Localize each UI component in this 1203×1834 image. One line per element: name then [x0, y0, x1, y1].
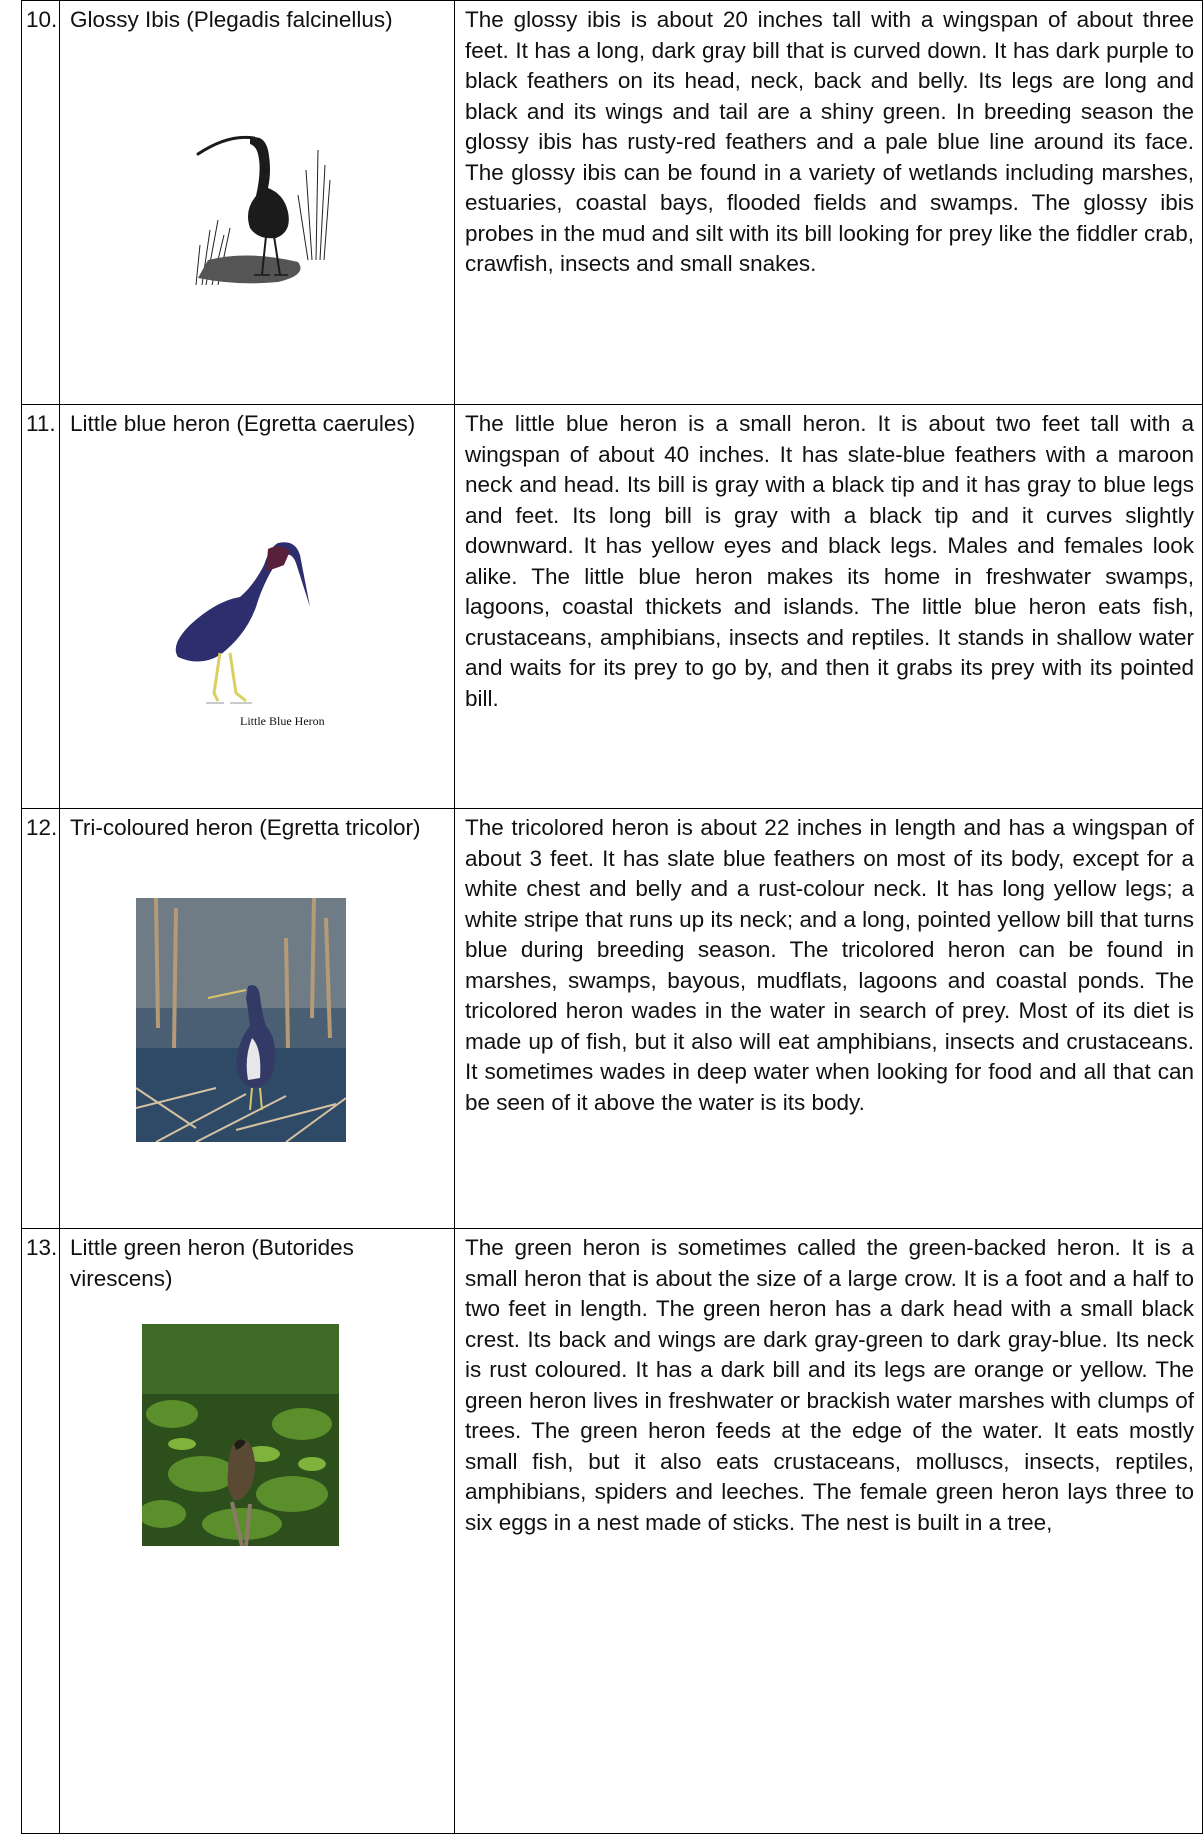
species-description: The glossy ibis is about 20 inches tall with a wingspan of about three feet. It has a long, dark gray bill that is curved down. It has dark purple to black feathers on its head, neck, back and belly. Its legs are long and black and its wings and tail are a shiny green. In breeding season the glossy ibis has rusty-red feathers and a pale blue line around its face. The glossy ibis can be found in a variety of wetlands including marshes, estuaries, coastal bays, flooded fields and swamps. The glossy ibis probes in the mud and silt with its bill looking for prey like the fiddler crab, crawfish, insects and small snakes.	[455, 1, 1203, 405]
species-description: The little blue heron is a small heron. It is about two feet tall with a wingspan of about 40 inches. It has slate-blue feathers with a maroon neck and head. Its bill is gray with a black tip and it has gray to blue legs and feet. Its long bill is gray with a black tip and it curves slightly downward. It has yellow eyes and black legs. Males and females look alike. The little blue heron makes its home in freshwater swamps, lagoons, coastal thickets and islands. The little blue heron eats fish, crustaceans, amphibians, insects and reptiles. It stands in shallow water and waits for its prey to go by, and then it grabs its prey with its pointed bill.	[455, 405, 1203, 809]
species-name: Glossy Ibis (Plegadis falcinellus)	[60, 1, 455, 405]
species-name: Little blue heron (Egretta caerules)	[60, 405, 455, 809]
row-number: 11.	[22, 405, 60, 809]
tricolored-heron-photo	[136, 898, 346, 1142]
row-number: 10.	[22, 1, 60, 405]
row-number: 12.	[22, 809, 60, 1229]
image-caption: Little Blue Heron	[240, 714, 325, 728]
species-name: Little green heron (Butorides virescens)	[60, 1229, 455, 1834]
green-heron-photo	[142, 1324, 339, 1546]
species-name: Tri-coloured heron (Egretta tricolor)	[60, 809, 455, 1229]
glossy-ibis-illustration	[188, 110, 338, 285]
row-number: 13.	[22, 1229, 60, 1834]
little-blue-heron-illustration	[160, 535, 315, 710]
species-description: The tricolored heron is about 22 inches in length and has a wingspan of about 3 feet. It has slate blue feathers on most of its body, except for a white chest and belly and a rust-colour neck. It has long yellow legs; a white stripe that runs up its neck; and a long, pointed yellow bill that turns blue during breeding season. The tricolored heron can be found in marshes, swamps, bayous, mudflats, lagoons and coastal ponds. The tricolored heron wades in the water in search of prey. Most of its diet is made up of fish, but it also will eat amphibians, insects and crustaceans. It sometimes wades in deep water when looking for food and all that can be seen of it above the water is its body.	[455, 809, 1203, 1229]
species-description: The green heron is sometimes called the green-backed heron. It is a small heron that is about the size of a large crow. It is a foot and a half to two feet in length. The green heron has a dark head with a small black crest. Its back and wings are dark gray-green to dark gray-blue. Its neck is rust coloured. It has a dark bill and its legs are orange or yellow. The green heron lives in freshwater or brackish water marshes with clumps of trees. The green heron feeds at the edge of the water. It eats mostly small fish, but it also eats crustaceans, molluscs, insects, reptiles, amphibians, spiders and leeches. The female green heron lays three to six eggs in a nest made of sticks. The nest is built in a tree,	[455, 1229, 1203, 1834]
